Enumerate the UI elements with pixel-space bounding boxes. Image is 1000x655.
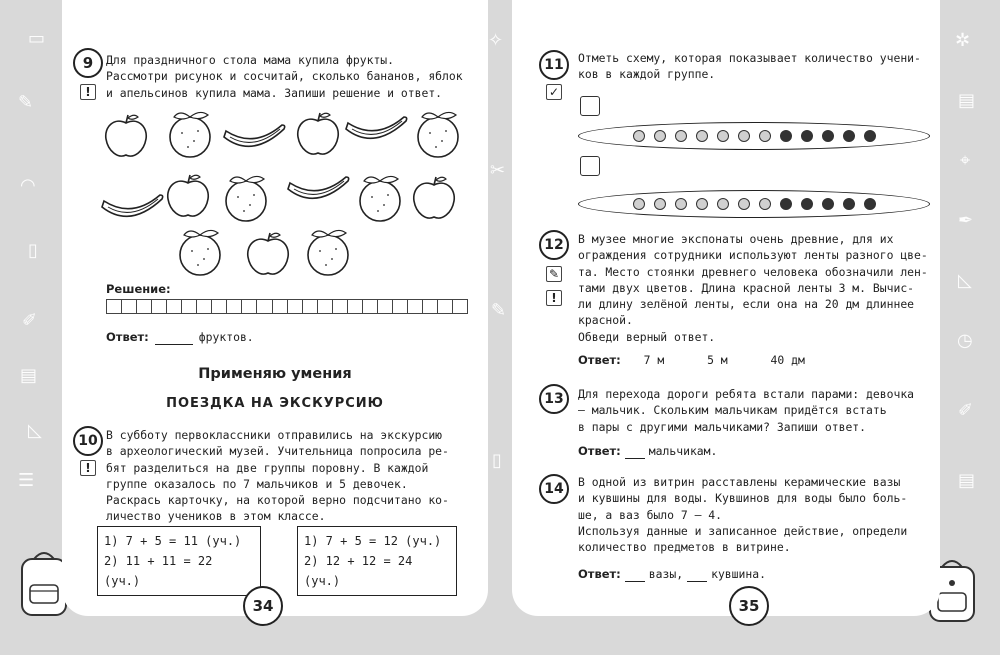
answer-blank[interactable] bbox=[625, 447, 645, 459]
dark-dot bbox=[801, 198, 813, 210]
books-icon: ☰ bbox=[18, 470, 35, 491]
exclamation-icon: ! bbox=[546, 290, 562, 306]
page-number-left: 34 bbox=[243, 586, 283, 626]
dark-dot bbox=[843, 130, 855, 142]
light-dot bbox=[717, 198, 729, 210]
notebook-icon: ▤ bbox=[958, 470, 976, 491]
answer-label: Ответ: bbox=[578, 567, 621, 581]
task-10-text: В субботу первоклассники отправились на экскурсию в археологический музей. Учительница попросила ре- бят разделиться на две группы поровну. В каждой группе оказалось по 7 мальчиков и 5 девочек. Раскрась карточку, на которой верно подсчитано ко- личество учеников в этом классе. bbox=[106, 428, 449, 524]
fruit-row-1 bbox=[106, 112, 458, 157]
option-7m[interactable]: 7 м bbox=[643, 353, 665, 367]
light-dot bbox=[675, 130, 687, 142]
answer-blank-jugs[interactable] bbox=[687, 570, 707, 582]
light-dot bbox=[633, 198, 645, 210]
answer-card-1[interactable]: 1) 7 + 5 = 11 (уч.) 2) 11 + 11 = 22 (уч.) bbox=[97, 526, 261, 596]
light-dot bbox=[696, 198, 708, 210]
option-5m[interactable]: 5 м bbox=[707, 353, 728, 367]
task-13-number: 13 bbox=[539, 384, 569, 414]
fruit-row-3 bbox=[180, 230, 348, 275]
light-dot bbox=[759, 198, 771, 210]
solution-grid[interactable] bbox=[106, 299, 468, 314]
task-11-number: 11 bbox=[539, 50, 569, 80]
answer-unit: фруктов. bbox=[198, 330, 254, 344]
fruit-row-2 bbox=[102, 175, 454, 221]
answer-unit-jugs: кувшина. bbox=[711, 567, 766, 581]
answer-card-2[interactable]: 1) 7 + 5 = 12 (уч.) 2) 12 + 12 = 24 (уч.) bbox=[297, 526, 457, 596]
task-9-number: 9 bbox=[73, 48, 103, 78]
brush-icon: ✐ bbox=[958, 400, 974, 421]
light-dot bbox=[717, 130, 729, 142]
dark-dot bbox=[780, 198, 792, 210]
task-12-text: В музее многие экспонаты очень древние, для их ограждения сотрудники используют ленты разного цве- та. Место стоянки древнего человека обозначили лен- тами двух цветов. Длина красной ленты 3 м. Вычис- ли длину зелёной ленты, если она на 20 дм длиннее красной. Обведи верный ответ. bbox=[578, 232, 928, 344]
section-subtitle: ПОЕЗДКА НА ЭКСКУРСИЮ bbox=[166, 396, 384, 411]
scheme-2 bbox=[578, 190, 930, 218]
exclamation-icon: ! bbox=[80, 84, 96, 100]
light-dot bbox=[738, 130, 750, 142]
task-9-text: Для праздничного стола мама купила фрукты. Рассмотри рисунок и сосчитай, сколько бананов, яблок и апельсинов купила мама. Запиши решение и ответ. bbox=[106, 53, 463, 100]
dark-dot bbox=[864, 198, 876, 210]
option-40dm[interactable]: 40 дм bbox=[770, 353, 805, 367]
pencil-icon: ✎ bbox=[18, 92, 34, 113]
dark-dot bbox=[801, 130, 813, 142]
notebook-icon: ▤ bbox=[20, 365, 38, 386]
light-dot bbox=[654, 130, 666, 142]
task-13-answer bbox=[578, 443, 717, 459]
pencil-icon: ✎ bbox=[546, 266, 562, 282]
task-9-answer bbox=[106, 329, 254, 345]
dark-dot bbox=[864, 130, 876, 142]
solution-label: Решение: bbox=[106, 282, 171, 296]
scheme-1-checkbox[interactable] bbox=[580, 96, 600, 116]
checkmark-icon: ✓ bbox=[546, 84, 562, 100]
task-14-text: В одной из витрин расставлены керамические вазы и кувшины для воды. Кувшинов для воды было боль- ше, а ваз было 7 — 4. Используя данные и записанное действие, определи количество предметов в витрине. bbox=[578, 475, 908, 555]
task-12-answer bbox=[578, 352, 805, 368]
page-number-right: 35 bbox=[729, 586, 769, 626]
answer-blank-vases[interactable] bbox=[625, 570, 645, 582]
task-12-number: 12 bbox=[539, 230, 569, 260]
task-14-number: 14 bbox=[539, 474, 569, 504]
answer-blank[interactable] bbox=[155, 333, 193, 345]
light-dot bbox=[759, 130, 771, 142]
fruits-illustration bbox=[100, 105, 470, 285]
light-dot bbox=[675, 198, 687, 210]
answer-unit-vases: вазы, bbox=[648, 567, 684, 581]
triangle-icon: ◺ bbox=[958, 270, 972, 291]
compass-icon: ⌖ bbox=[960, 150, 971, 171]
light-dot bbox=[654, 198, 666, 210]
dark-dot bbox=[822, 198, 834, 210]
task-14-answer bbox=[578, 566, 766, 582]
light-dot bbox=[633, 130, 645, 142]
scissors-icon: ✂ bbox=[490, 160, 506, 181]
pencil-icon: ✎ bbox=[491, 300, 507, 321]
task-10-number: 10 bbox=[73, 426, 103, 456]
answer-unit: мальчикам. bbox=[648, 444, 718, 458]
task-11-text: Отметь схему, которая показывает количество учени- ков в каждой группе. bbox=[578, 51, 921, 82]
answer-label: Ответ: bbox=[578, 353, 621, 367]
eraser-icon: ▭ bbox=[28, 28, 46, 49]
protractor-icon: ◠ bbox=[20, 175, 36, 196]
ruler-icon: ▯ bbox=[28, 240, 38, 261]
section-title: Применяю умения bbox=[198, 366, 352, 382]
gear-icon: ✲ bbox=[955, 30, 971, 51]
scheme-2-checkbox[interactable] bbox=[580, 156, 600, 176]
brush-icon: ✐ bbox=[22, 310, 38, 331]
dark-dot bbox=[780, 130, 792, 142]
answer-label: Ответ: bbox=[106, 330, 149, 344]
dark-dot bbox=[843, 198, 855, 210]
light-dot bbox=[738, 198, 750, 210]
task-13-text: Для перехода дороги ребята встали парами: девочка — мальчик. Скольким мальчикам придётся встать в пары с другими мальчиками? Запиши ответ. bbox=[578, 387, 915, 434]
scheme-1 bbox=[578, 122, 930, 150]
pen-icon: ✒ bbox=[958, 210, 974, 231]
answer-label: Ответ: bbox=[578, 444, 621, 458]
notebook-icon: ▤ bbox=[958, 90, 976, 111]
triangle-icon: ◺ bbox=[28, 420, 42, 441]
exclamation-icon: ! bbox=[80, 460, 96, 476]
star-icon: ✧ bbox=[488, 30, 504, 51]
dark-dot bbox=[822, 130, 834, 142]
clock-icon: ◷ bbox=[957, 330, 973, 351]
light-dot bbox=[696, 130, 708, 142]
ruler-icon: ▯ bbox=[492, 450, 502, 471]
